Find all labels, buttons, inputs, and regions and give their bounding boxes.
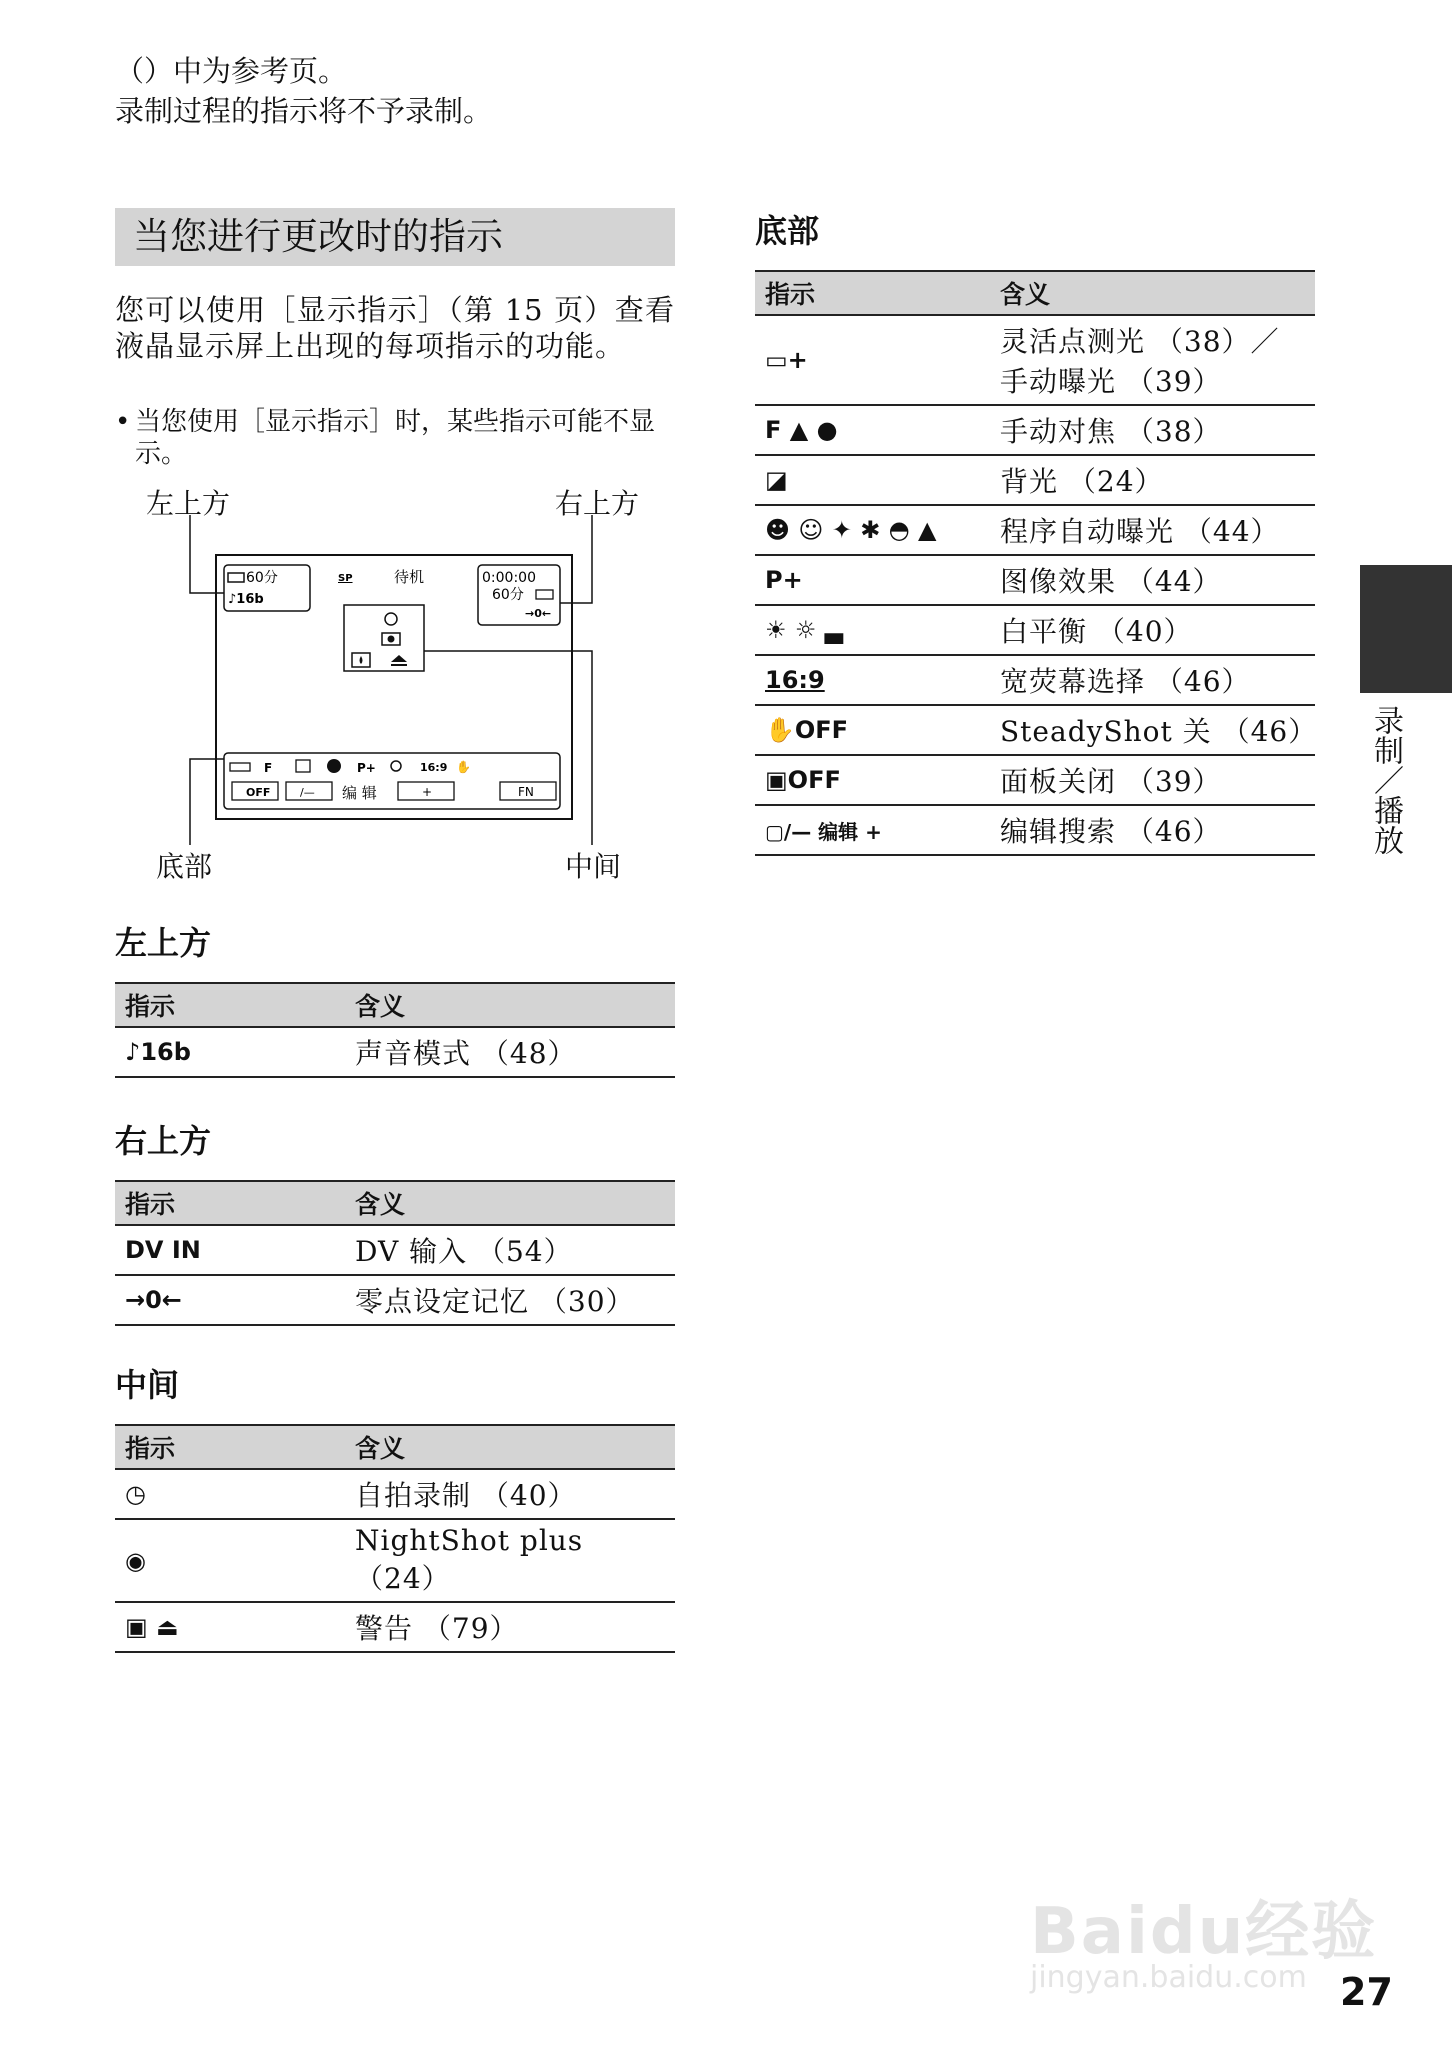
table-row: ◉ NightShot plus （24） [115, 1519, 675, 1602]
table-row: F ▲ ● 手动对焦 （38） [755, 405, 1315, 455]
table-row: →0← 零点设定记忆 （30） [115, 1275, 675, 1325]
table-row: ▭+ 灵活点测光 （38）／ 手动曝光 （39） [755, 315, 1315, 405]
status-standby: 待机 [394, 568, 425, 586]
focus-icon: F [264, 761, 273, 775]
battery-remaining: 60分 [246, 570, 278, 586]
baidu-watermark-url: jingyan.baidu.com [1030, 1960, 1307, 1995]
table-row: P+ 图像效果 （44） [755, 555, 1315, 605]
top-left-table [115, 982, 675, 1078]
table-row: ▢/— 编辑 + 编辑搜索 （46） [755, 805, 1315, 855]
col-meaning: 含义 [345, 983, 675, 1027]
manual-focus-icon: F ▲ ● [755, 405, 990, 455]
bullet-note: • 当您使用［显示指示］时，某些指示可能不显示。 [115, 406, 675, 470]
steadyshot-icon: ✋ [456, 760, 471, 774]
col-meaning: 含义 [345, 1181, 675, 1225]
reference-page-note: （）中为参考页。 [115, 54, 348, 88]
white-balance-icon: ☀ ☼ ▃ [755, 605, 990, 655]
bullet-text: 当您使用［显示指示］时，某些指示可能不显示。 [135, 407, 656, 469]
table-row: ♪16b 声音模式 （48） [115, 1027, 675, 1077]
chapter-tab [1360, 565, 1452, 693]
bottom-table [755, 270, 1318, 856]
nightshot-icon: ◉ [115, 1519, 345, 1602]
wide-select-icon: 16:9 [755, 655, 990, 705]
backlight-icon: ◪ [755, 455, 990, 505]
wide-select-icon: 16:9 [420, 761, 448, 774]
top-right-heading: 右上方 [115, 1122, 212, 1160]
plus-label: + [422, 785, 433, 799]
warning-icon: ▣ ⏏ [115, 1602, 345, 1652]
edit-label: 编 辑 [342, 784, 377, 802]
chapter-label: 录制／播放 [1368, 705, 1403, 855]
table-row: ▣OFF 面板关闭 （39） [755, 755, 1315, 805]
picture-effect-icon: P+ [357, 761, 376, 775]
label-top-right: 右上方 [555, 487, 640, 520]
table-row: 16:9 宽荧幕选择 （46） [755, 655, 1315, 705]
table-row: ▣ ⏏ 警告 （79） [115, 1602, 675, 1652]
zero-memory-icon: →0← [115, 1275, 345, 1325]
lcd-screen-diagram [180, 515, 600, 845]
baidu-watermark-logo: Baidu经验 [1030, 1895, 1378, 1969]
middle-table [115, 1424, 675, 1653]
audio-mode: ♪16b [228, 592, 264, 607]
table-row: ☻ ☺ ✦ ✱ ◓ ▲ 程序自动曝光 （44） [755, 505, 1315, 555]
col-indicator: 指示 [115, 1181, 345, 1225]
time-counter: 0:00:00 [482, 570, 536, 586]
top-left-heading: 左上方 [115, 924, 212, 962]
section-title: 当您进行更改时的指示 [115, 208, 675, 266]
top-right-table [115, 1180, 675, 1326]
middle-heading: 中间 [115, 1366, 180, 1404]
col-indicator: 指示 [115, 1425, 345, 1469]
edit-search-minus: /— [300, 786, 315, 799]
col-meaning: 含义 [990, 271, 1315, 315]
edit-search-icon: ▢/— 编辑 + [755, 805, 990, 855]
spot-meter-icon: ▭+ [755, 315, 990, 405]
label-top-left: 左上方 [146, 487, 231, 520]
table-row: ☀ ☼ ▃ 白平衡 （40） [755, 605, 1315, 655]
table-row: ◷ 自拍录制 （40） [115, 1469, 675, 1519]
table-row: DV IN DV 输入 （54） [115, 1225, 675, 1275]
self-timer-icon: ◷ [115, 1469, 345, 1519]
tape-remaining: 60分 [492, 587, 524, 603]
recording-note: 录制过程的指示将不予录制。 [115, 94, 493, 128]
label-bottom: 底部 [156, 850, 213, 883]
col-indicator: 指示 [755, 271, 990, 315]
label-middle: 中间 [565, 850, 622, 883]
fn-label: FN [518, 785, 534, 799]
col-indicator: 指示 [115, 983, 345, 1027]
steadyshot-off-icon: ✋OFF [755, 705, 990, 755]
program-ae-icon: ☻ ☺ ✦ ✱ ◓ ▲ [755, 505, 990, 555]
bottom-heading: 底部 [755, 212, 820, 250]
page-number: 27 [1340, 1970, 1393, 2014]
dv-in-icon: DV IN [115, 1225, 345, 1275]
picture-effect-icon: P+ [755, 555, 990, 605]
table-row: ◪ 背光 （24） [755, 455, 1315, 505]
intro-paragraph: 您可以使用［显示指示］（第 15 页）查看液晶显示屏上出现的每项指示的功能。 [115, 293, 675, 363]
panel-off-label: OFF [246, 786, 271, 799]
program-ae-icon [327, 759, 341, 773]
zero-memory-indicator: →0← [525, 607, 552, 620]
panel-off-icon: ▣OFF [755, 755, 990, 805]
table-row: ✋OFF SteadyShot 关 （46） [755, 705, 1315, 755]
col-meaning: 含义 [345, 1425, 675, 1469]
rec-mode: SP [338, 573, 353, 584]
audio-mode-icon: ♪16b [115, 1027, 345, 1077]
